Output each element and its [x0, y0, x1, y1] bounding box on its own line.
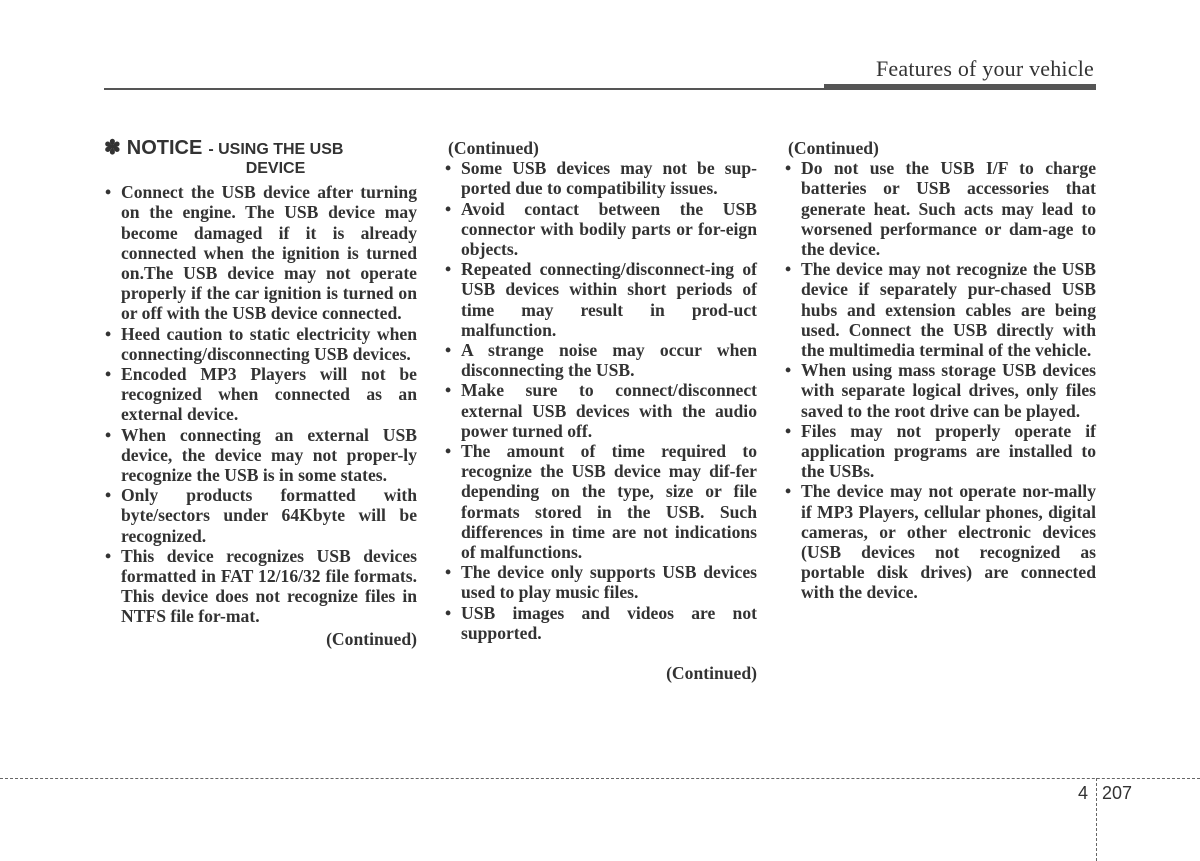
footer-divider: [0, 778, 1200, 779]
list-item: • Encoded MP3 Players will not be recognized when connected as an external device.: [104, 364, 417, 425]
continued-heading: (Continued): [788, 138, 879, 158]
footer-page-divider: [1096, 778, 1097, 861]
list-item: • Only products formatted with byte/sectors under 64Kbyte will be recognized.: [104, 485, 417, 546]
list-item: • The device may not operate nor-mally if MP3 Players, cellular phones, digital cameras, or other electronic devices (USB devices not recognized as portable disk drives) are connected with the device.: [784, 481, 1096, 602]
list-item: • The device only supports USB devices used to play music files.: [444, 562, 757, 602]
text-column-1: [104, 138, 417, 649]
continued-note: (Continued): [326, 628, 417, 649]
bullet-list: [444, 158, 757, 643]
bullet-list: [784, 158, 1096, 602]
list-item: • Connect the USB device after turning on the engine. The USB device may become damaged if it is already connected when the ignition is turned on.The USB device may not operate properly if the car ignition is turned on or off with the USB device connected.: [104, 182, 417, 323]
continued-note: (Continued): [666, 663, 757, 684]
page-number: 207: [1102, 783, 1133, 803]
notice-heading: [104, 138, 417, 178]
list-item: • USB images and videos are not supported.: [444, 603, 757, 643]
list-item: • When using mass storage USB devices with separate logical drives, only files saved to the root drive can be played.: [784, 360, 1096, 421]
text-column-3: [784, 138, 1096, 603]
list-item: • Make sure to connect/disconnect external USB devices with the audio power turned off.: [444, 380, 757, 441]
list-item: • Repeated connecting/disconnect-ing of USB devices within short periods of time may result in prod-uct malfunction.: [444, 259, 757, 340]
list-item: • A strange noise may occur when disconnecting the USB.: [444, 340, 757, 380]
list-item: • This device recognizes USB devices formatted in FAT 12/16/32 file formats. This device does not recognize files in NTFS file for-mat.: [104, 546, 417, 627]
list-item: • The amount of time required to recognize the USB device may dif-fer depending on the type, size or file formats stored in the USB. Such differences in time are not indications of malfunctions.: [444, 441, 757, 562]
chapter-number: 4: [1078, 783, 1089, 803]
list-item: • Heed caution to static electricity when connecting/disconnecting USB devices.: [104, 324, 417, 364]
page-header-title: Features of your vehicle: [875, 56, 1094, 81]
list-item: • Some USB devices may not be sup-ported due to compatibility issues.: [444, 158, 757, 198]
list-item: • When connecting an external USB device, the device may not proper-ly recognize the USB is in some states.: [104, 425, 417, 486]
header-rule-accent: [824, 84, 1096, 90]
continued-heading: (Continued): [448, 138, 539, 158]
notice-asterisk-icon: ✽: [104, 137, 121, 159]
list-item: • Files may not properly operate if application programs are installed to the USBs.: [784, 421, 1096, 482]
bullet-list: [104, 182, 417, 626]
list-item: • The device may not recognize the USB device if separately pur-chased USB hubs and extension cables are being used. Connect the USB directly with the multimedia terminal of the vehicle.: [784, 259, 1096, 360]
list-item: • Avoid contact between the USB connector with bodily parts or for-eign objects.: [444, 199, 757, 260]
notice-subtitle: - USING THE USB: [208, 141, 344, 158]
notice-subtitle-continued: DEVICE: [245, 160, 306, 178]
list-item: • Do not use the USB I/F to charge batteries or USB accessories that generate heat. Such acts may lead to worsened performance or dam-age to the device.: [784, 158, 1096, 259]
notice-label: NOTICE: [126, 137, 203, 159]
text-column-2: [444, 138, 757, 683]
